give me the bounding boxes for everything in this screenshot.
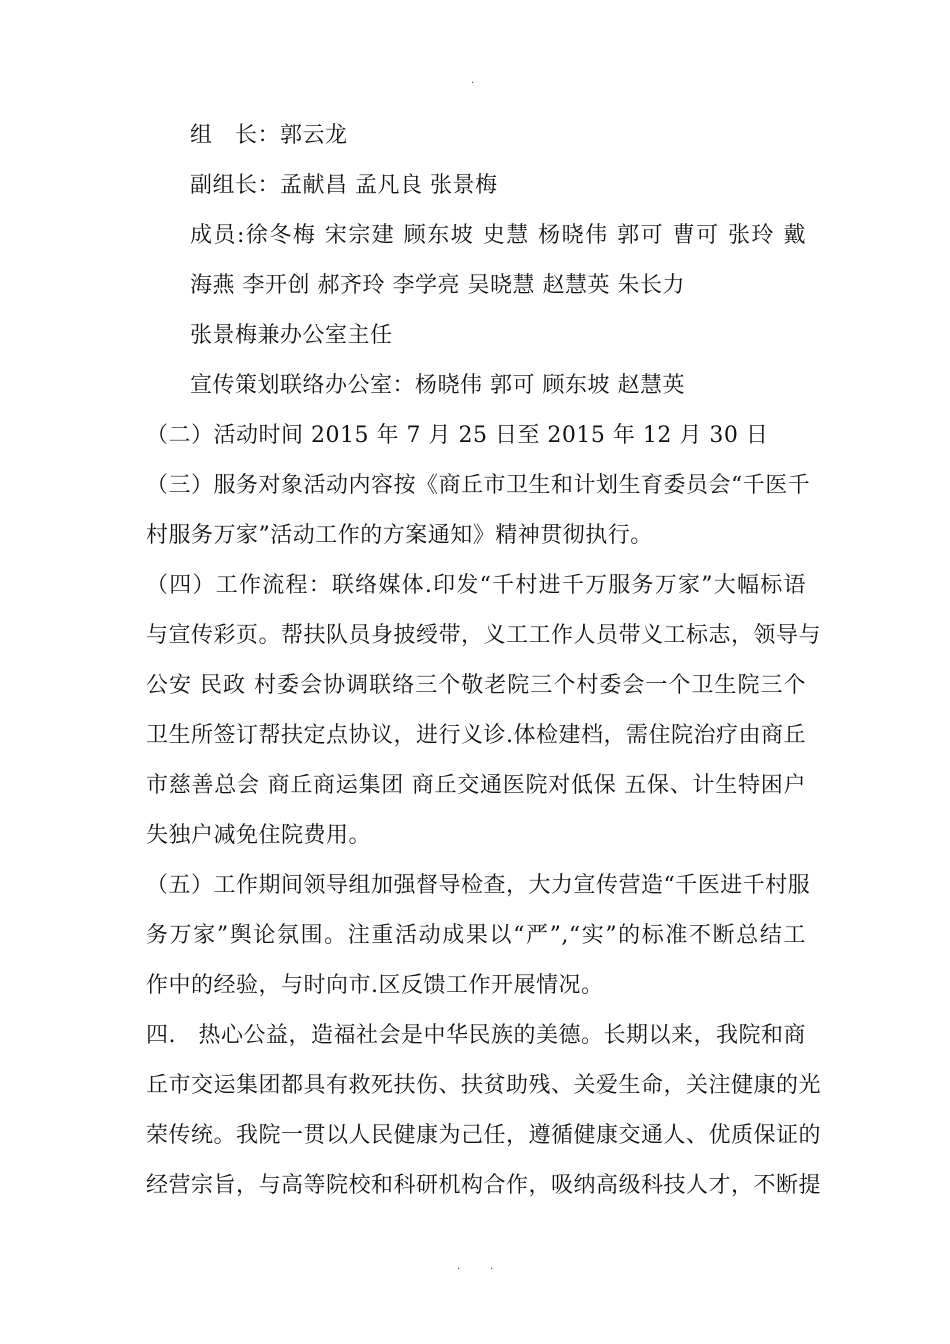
line-office-director: 张景梅兼办公室主任 [190,323,393,348]
top-dot-mark: . [471,75,475,86]
para-4-line-4: 卫生所签订帮扶定点协议，进行义诊.体检建档，需住院治疗由商丘 [146,723,806,748]
para-5-line-2: 务万家”舆论氛围。注重活动成果以“严”,“实”的标准不断总结工 [146,923,806,948]
para-4-line-3: 公安 民政 村委会协调联络三个敬老院三个村委会一个卫生院三个 [146,673,806,698]
para-4-line-5: 市慈善总会 商丘商运集团 商丘交通医院对低保 五保、计生特困户 [146,773,806,798]
para-5-line-1: （五）工作期间领导组加强督导检查，大力宣传营造“千医进千村服 [146,873,811,898]
line-activity-time: （二）活动时间 2015 年 7 月 25 日至 2015 年 12 月 30 日 [146,423,769,448]
section-4-line-3: 荣传统。我院一贯以人民健康为己任，遵循健康交通人、优质保证的 [146,1123,822,1148]
para-5-line-3: 作中的经验，与时向市.区反馈工作开展情况。 [146,973,604,998]
line-members-2: 海燕 李开创 郝齐玲 李学亮 吴晓慧 赵慧英 朱长力 [190,273,685,298]
section-4-line-4: 经营宗旨，与高等院校和科研机构合作，吸纳高级科技人才，不断提 [146,1173,822,1198]
bottom-dot-mark-2: . [490,1261,494,1272]
para-4-line-6: 失独户减免住院费用。 [146,823,372,848]
line-publicity-office: 宣传策划联络办公室：杨晓伟 郭可 顾东坡 赵慧英 [190,373,685,398]
para-3-line-2: 村服务万家”活动工作的方案通知》精神贯彻执行。 [146,523,653,548]
line-group-leader: 组 长：郭云龙 [190,123,348,148]
section-4-line-1: 四. 热心公益，造福社会是中华民族的美德。长期以来，我院和商 [146,1023,806,1048]
para-4-line-2: 与宣传彩页。帮扶队员身披绶带，义工工作人员带义工标志，领导与 [146,623,822,648]
section-4-line-2: 丘市交运集团都具有救死扶伤、扶贫助残、关爱生命，关注健康的光 [146,1073,822,1098]
bottom-dot-mark-1: . [457,1261,461,1272]
para-4-line-1: （四）工作流程：联络媒体.印发“千村进千万服务万家”大幅标语 [146,573,806,598]
line-members-1: 成员:徐冬梅 宋宗建 顾东坡 史慧 杨晓伟 郭可 曹可 张玲 戴 [190,223,806,248]
para-3-line-1: （三）服务对象活动内容按《商丘市卫生和计划生育委员会“千医千 [146,473,811,498]
line-deputy-leaders: 副组长：孟献昌 孟凡良 张景梅 [190,173,498,198]
